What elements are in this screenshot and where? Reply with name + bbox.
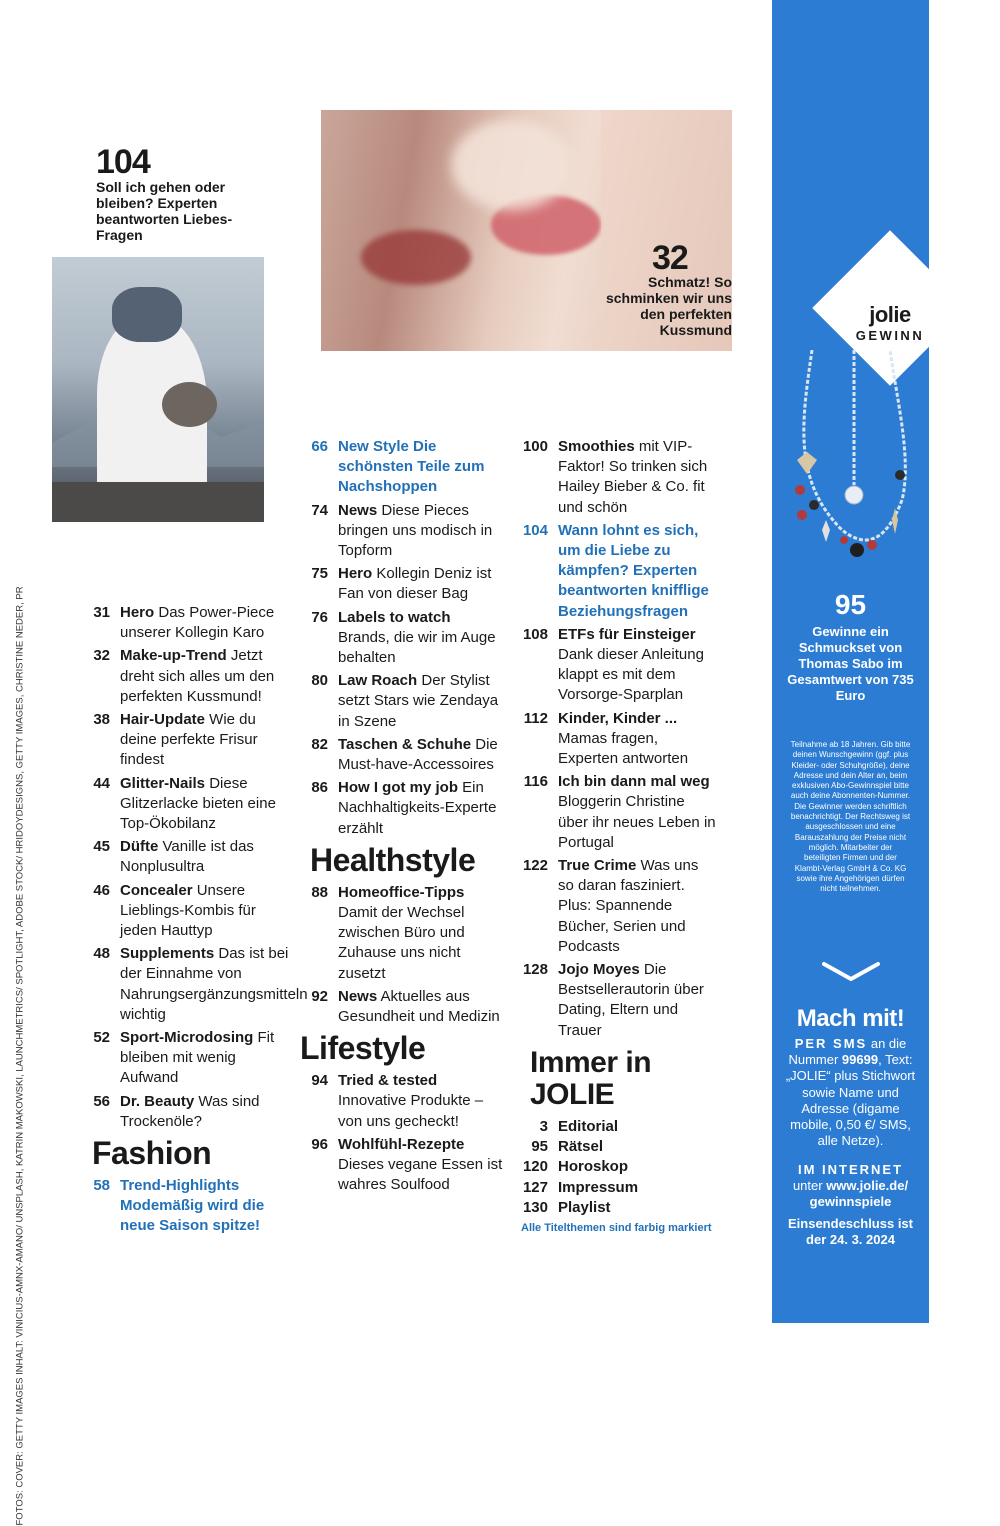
immer-entry xyxy=(518,1178,718,1198)
entry-page: 56 xyxy=(93,1092,110,1110)
entry-heading: Hero xyxy=(120,604,155,621)
sms-number: 99699 xyxy=(841,1052,879,1068)
entry-heading: Wohlfühl-Rezepte xyxy=(338,1135,465,1153)
sms-heading: PER SMS xyxy=(794,1036,868,1051)
toc-entry xyxy=(306,778,506,839)
entry-page: 94 xyxy=(311,1072,328,1090)
entry-text: News Diese Pieces bringen uns modisch in Topform xyxy=(338,501,493,560)
toc-entry xyxy=(306,564,506,604)
entry-page: 130 xyxy=(522,1198,548,1216)
entry-text: Labels to watch Brands, die wir im Auge behalten xyxy=(338,608,496,667)
entry-page: 112 xyxy=(523,709,548,727)
entry-page: 86 xyxy=(311,779,328,797)
web-url[interactable]: www.jolie.de/ gewinnspiele xyxy=(809,1178,909,1210)
prize-description: Gewinne ein Schmuckset von Thomas Sabo im Gesamtwert von 735 Euro xyxy=(787,624,914,703)
couple-mountain-photo xyxy=(52,257,264,522)
entry-text: Glitter-Nails Diese Glitzerlacke bieten eine Top-Ökobilanz xyxy=(120,774,276,833)
entry-heading: Tried & tested xyxy=(338,1072,438,1090)
toc-entry xyxy=(306,1135,506,1196)
entry-text: Wann lohnt es sich, um die Liebe zu kämpfen? Experten beantworten knifflige Beziehungsfragen xyxy=(558,521,709,620)
terms-text: Teilnahme ab 18 Jahren. Gib bitte deinen Wunschgewinn (ggf. plus Kleider- oder Schuhgröße), deine Adresse und dein Alter an, beim exklusiven Abo-Gewinnspiel bitte auch deine Abonnenten-Nummer. Die Gewinner werden schriftlich benachrichtigt. Der Rechtsweg ist ausgeschlossen und eine Barauszahlung der Preise nicht möglich. Mitarbeiter der beteiligten Firmen und der Klambt-Verlag GmbH & Co. KG sowie ihre Angehörigen dürfen nicht teilnehmen. xyxy=(790,740,911,894)
entry-text: True Crime Was uns so daran fasziniert. Plus: Spannende Bücher, Serien und Podcasts xyxy=(558,857,699,955)
entry-heading: Make-up-Trend xyxy=(120,647,227,665)
toc-entry xyxy=(306,671,506,732)
entry-page: 120 xyxy=(522,1158,548,1176)
legend-note: Alle Titelthemen sind farbig markiert xyxy=(521,1221,712,1234)
entry-heading: Taschen & Schuhe xyxy=(338,735,472,753)
entry-page: 52 xyxy=(93,1029,110,1047)
call-to-action: Mach mit! xyxy=(796,1005,905,1032)
deadline: Einsendeschluss ist der 24. 3. 2024 xyxy=(788,1216,913,1248)
teaser-left-number: 104 xyxy=(96,143,150,181)
web-heading: IM INTERNET xyxy=(797,1162,904,1177)
web-instructions: IM INTERNET unter www.jolie.de/ gewinnspiele xyxy=(782,1162,919,1211)
entry-text: News Aktuelles aus Gesundheit und Medizin xyxy=(338,987,500,1026)
section-lifestyle: Lifestyle xyxy=(300,1030,426,1067)
toc-entry xyxy=(88,646,288,707)
toc-entry xyxy=(88,837,288,877)
jewelry-image xyxy=(772,350,929,580)
entry-page: 95 xyxy=(531,1138,548,1156)
toc-entry xyxy=(518,521,718,622)
entry-text: Dr. Beauty Was sind Trockenöle? xyxy=(120,1092,260,1130)
entry-text: Sport-Microdosing Fit bleiben mit wenig Aufwand xyxy=(120,1029,275,1087)
toc-entry xyxy=(518,625,718,706)
entry-heading: Homeoffice-Tipps xyxy=(338,883,465,901)
entry-text: Trend-Highlights Modemäßig wird die neue Saison spitze! xyxy=(120,1177,265,1235)
entry-heading: Hero xyxy=(338,565,373,583)
entry-heading: Dr. Beauty xyxy=(120,1092,195,1110)
entry-page: 122 xyxy=(522,857,548,875)
entry-text: Kinder, Kinder ... Mamas fragen, Experten antworten xyxy=(558,709,689,768)
teaser-right-number: 32 xyxy=(652,239,688,277)
toc-entry xyxy=(306,608,506,669)
toc-entry xyxy=(88,603,288,643)
toc-entry xyxy=(518,772,718,853)
photo-credits: FOTOS: COVER: GETTY IMAGES INHALT: VINICIUS-AMNX-AMANO/ UNSPLASH, KATRIN MAKOWSKI, LAUNCHMETRICS/ SPOTLIGHT, ADOBE STOCK/ HRIDOYDESIGNS, GETTY IMAGES, CHRISTINE NEDER, PR xyxy=(14,586,26,1526)
gewinn-badge-text xyxy=(835,303,945,345)
entry-page: 44 xyxy=(93,774,110,792)
entry-page: 48 xyxy=(93,945,110,963)
section-fashion: Fashion xyxy=(92,1135,212,1172)
jolie-logo: jolie xyxy=(869,302,911,327)
entry-heading: Supplements xyxy=(120,945,215,963)
toc-entry xyxy=(88,881,288,942)
entry-heading: News xyxy=(338,501,378,519)
entry-page: 82 xyxy=(311,735,328,753)
entry-heading: Sport-Microdosing xyxy=(120,1029,254,1047)
entry-heading: Düfte xyxy=(120,838,159,856)
toc-entry xyxy=(306,437,506,498)
entry-page: 96 xyxy=(311,1135,328,1153)
section-immer-title: Immer in JOLIE xyxy=(530,1045,652,1111)
entry-page: 45 xyxy=(93,838,110,856)
toc-entry xyxy=(88,710,288,771)
entry-text: Playlist xyxy=(558,1198,611,1216)
entry-text: Law Roach Der Stylist setzt Stars wie Zendaya in Szene xyxy=(338,672,499,730)
entry-page: 127 xyxy=(522,1178,548,1196)
entry-heading: ETFs für Einsteiger xyxy=(558,625,696,643)
toc-entry xyxy=(518,960,718,1041)
entry-page: 80 xyxy=(311,672,328,690)
entry-page: 38 xyxy=(93,711,110,729)
entry-heading: Labels to watch xyxy=(338,608,451,626)
entry-heading: How I got my job xyxy=(338,779,458,797)
toc-entry xyxy=(88,1028,288,1089)
teaser-left-text: Soll ich gehen oder bleiben? Experten beantworten Liebes-Fragen xyxy=(96,179,233,243)
entry-text: How I got my job Ein Nachhaltigkeits-Experte erzählt xyxy=(338,779,497,837)
entry-page: 3 xyxy=(539,1117,548,1135)
section-healthstyle: Healthstyle xyxy=(310,841,476,878)
entry-text: Wohlfühl-Rezepte Dieses vegane Essen ist wahres Soulfood xyxy=(338,1135,503,1194)
entry-heading: Jojo Moyes xyxy=(558,961,640,979)
entry-heading: True Crime xyxy=(558,857,637,875)
toc-entry xyxy=(88,1092,288,1132)
entry-text: Rätsel xyxy=(558,1138,604,1156)
toc-entry xyxy=(88,1176,288,1237)
entry-page: 128 xyxy=(522,961,548,979)
entry-heading: News xyxy=(338,987,378,1005)
entry-page: 104 xyxy=(522,521,548,539)
entry-text: New Style Die schönsten Teile zum Nachshoppen xyxy=(338,438,485,496)
immer-entry xyxy=(518,1137,718,1157)
toc-entry xyxy=(518,437,718,518)
entry-page: 66 xyxy=(311,438,328,455)
entry-heading: Kinder, Kinder ... xyxy=(558,709,678,727)
entry-page: 88 xyxy=(311,883,328,901)
immer-entry xyxy=(518,1157,718,1177)
chevron-down-icon xyxy=(820,960,882,984)
toc-entry xyxy=(518,709,718,770)
entry-text: Make-up-Trend Jetzt dreht sich alles um den perfekten Kussmund! xyxy=(120,647,275,705)
toc-column-3 xyxy=(518,437,718,1234)
toc-entry xyxy=(306,883,506,984)
toc-entry xyxy=(518,856,718,957)
entry-text: Jojo Moyes Die Bestsellerautorin über Dating, Eltern und Trauer xyxy=(558,961,704,1039)
immer-entry xyxy=(518,1117,718,1137)
teaser-right-text: Schmatz! So schminken wir uns den perfekten Kussmund xyxy=(605,274,732,338)
entry-page: 75 xyxy=(311,565,328,583)
entry-text: Editorial xyxy=(558,1117,619,1135)
entry-text: Hero Das Power-Piece unserer Kollegin Karo xyxy=(120,604,275,642)
entry-text: Concealer Unsere Lieblings-Kombis für jeden Hauttyp xyxy=(120,881,256,940)
entry-page: 92 xyxy=(311,987,328,1005)
entry-page: 46 xyxy=(93,881,110,899)
toc-entry xyxy=(88,774,288,835)
entry-text: Taschen & Schuhe Die Must-have-Accessoires xyxy=(338,735,498,774)
gewinn-label: GEWINN xyxy=(855,328,925,343)
entry-text: Smoothies mit VIP-Faktor! So trinken sich Hailey Bieber & Co. fit und schön xyxy=(558,438,708,516)
entry-page: 31 xyxy=(93,604,110,621)
entry-text: Horoskop xyxy=(558,1158,629,1176)
immer-entry xyxy=(518,1198,718,1218)
entry-text: Supplements Das ist bei der Einnahme von Nahrungsergänzungsmitteln wichtig xyxy=(120,945,308,1023)
entry-text: Düfte Vanille ist das Nonplusultra xyxy=(120,838,254,876)
entry-heading: Law Roach xyxy=(338,672,418,690)
entry-text: Hero Kollegin Deniz ist Fan von dieser Bag xyxy=(338,565,492,603)
toc-entry xyxy=(306,987,506,1027)
entry-text: Hair-Update Wie du deine perfekte Frisur findest xyxy=(120,711,258,769)
entry-page: 74 xyxy=(311,501,328,519)
entry-page: 108 xyxy=(522,625,548,643)
toc-entry xyxy=(306,1071,506,1132)
entry-page: 58 xyxy=(93,1177,110,1195)
toc-entry xyxy=(88,944,308,1025)
entry-page: 100 xyxy=(522,438,548,455)
sms-instructions: PER SMS an die Nummer 99699, Text: „JOLIE“ plus Stichwort sowie Name und Adresse (digame mobile, 0,50 €/ SMS, alle Netze). xyxy=(785,1036,916,1149)
entry-page: 116 xyxy=(523,773,548,791)
entry-text: Tried & tested Innovative Produkte – von uns gecheckt! xyxy=(338,1072,484,1130)
toc-entry xyxy=(306,501,506,562)
entry-heading: Glitter-Nails xyxy=(120,774,206,792)
entry-heading: Ich bin dann mal weg xyxy=(558,773,710,791)
toc-column-2 xyxy=(300,437,506,1199)
entry-text: ETFs für Einsteiger Dank dieser Anleitung klappt es mit dem Vorsorge-Sparplan xyxy=(558,625,704,704)
entry-page: 76 xyxy=(311,608,328,626)
entry-text: Impressum xyxy=(558,1178,639,1196)
entry-text: Ich bin dann mal weg Bloggerin Christine über ihr neues Leben in Portugal xyxy=(558,773,716,851)
entry-text: Homeoffice-Tipps Damit der Wechsel zwischen Büro und Zuhause uns nicht zusetzt xyxy=(338,883,465,982)
entry-page: 32 xyxy=(93,647,110,665)
entry-heading: Concealer xyxy=(120,881,193,899)
toc-entry xyxy=(306,735,506,775)
toc-column-1 xyxy=(88,603,308,1240)
entry-heading: Smoothies xyxy=(558,438,635,455)
entry-heading: Hair-Update xyxy=(120,711,206,729)
sidebar-page-number: 95 xyxy=(834,589,867,620)
